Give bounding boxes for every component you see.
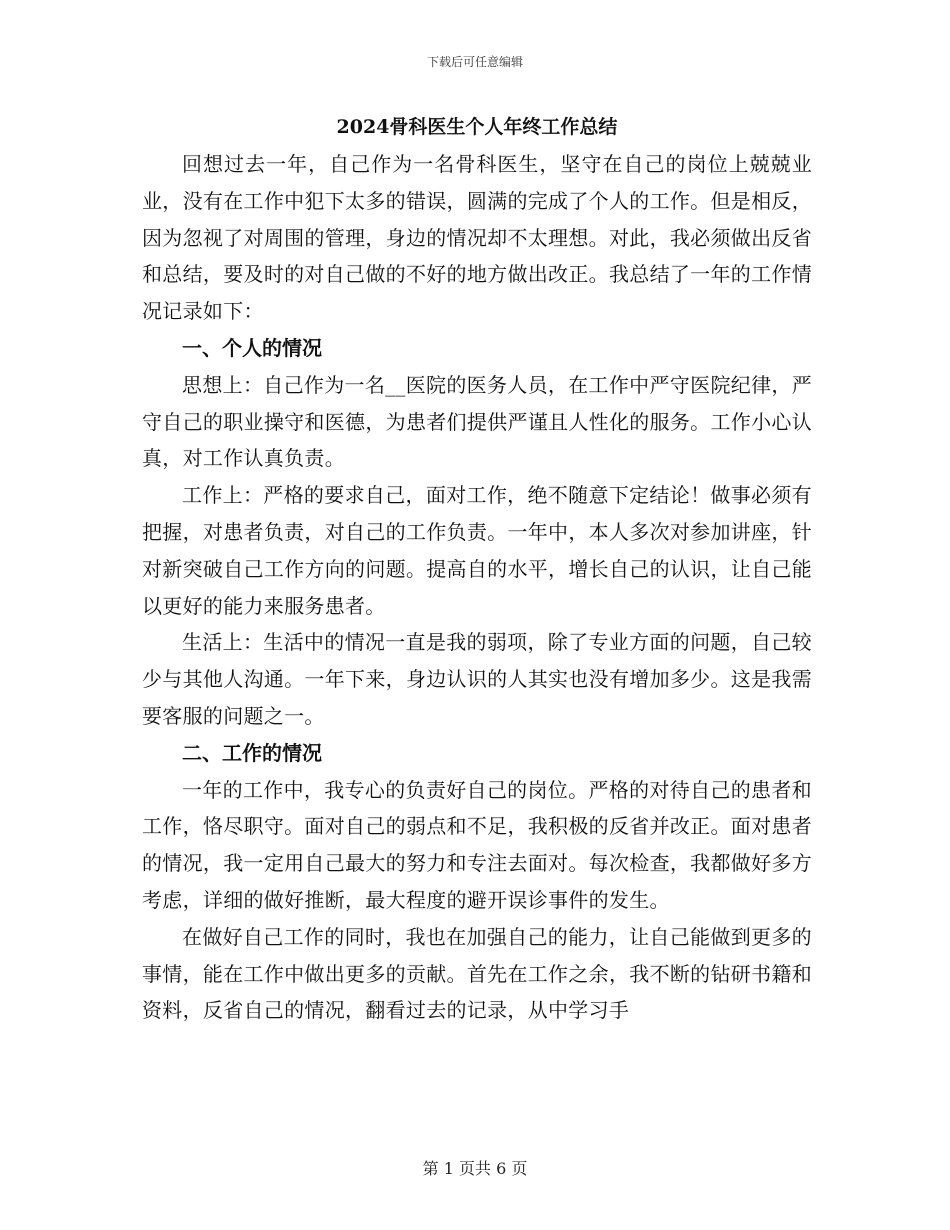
intro-paragraph: 回想过去一年，自己作为一名骨科医生，坚守在自己的岗位上兢兢业业，没有在工作中犯下太多的错误，圆满的完成了个人的工作。但是相反，因为忽视了对周围的管理，身边的情况却不太理想。对此，我必须做出反省和总结，要及时的对自己做的不好的地方做出改正。我总结了一年的工作情况记录如下： (142, 152, 812, 324)
paragraph-life: 生活上：生活中的情况一直是我的弱项，除了专业方面的问题，自己较少与其他人沟通。一年下来，身边认识的人其实也没有增加多少。这是我需要客服的问题之一。 (142, 630, 812, 728)
paragraph-work: 工作上：严格的要求自己，面对工作，绝不随意下定结论！做事必须有把握，对患者负责，对自己的工作负责。一年中，本人多次对参加讲座，针对新突破自己工作方向的问题。提高自的水平，增长自己的认识，让自己能以更好的能力来服务患者。 (142, 483, 812, 618)
section-heading-work: 二、工作的情况 (182, 740, 322, 765)
document-body (142, 112, 812, 1029)
paragraph-work-duty: 一年的工作中，我专心的负责好自己的岗位。严格的对待自己的患者和工作，恪尽职守。面对自己的弱点和不足，我积极的反省并改正。面对患者的情况，我一定用自己最大的努力和专注去面对。每次检查，我都做好多方考虑，详细的做好推断，最大程度的避开误诊事件的发生。 (142, 777, 812, 912)
page-header: 下载后可任意编辑 (426, 55, 523, 69)
document-title: 2024骨科医生个人年终工作总结 (336, 116, 618, 138)
paragraph-self-improvement: 在做好自己工作的同时，我也在加强自己的能力，让自己能做到更多的事情，能在工作中做出更多的贡献。首先在工作之余，我不断的钻研书籍和资料，反省自己的情况，翻看过去的记录，从中学习手 (142, 924, 812, 1023)
section-heading-personal: 一、个人的情况 (182, 335, 322, 360)
paragraph-thought: 思想上：自己作为一名__医院的医务人员，在工作中严守医院纪律，严守自己的职业操守和医德，为患者们提供严谨且人性化的服务。工作小心认真，对工作认真负责。 (142, 372, 812, 471)
page-footer: 第 1 页共 6 页 (422, 1159, 528, 1178)
